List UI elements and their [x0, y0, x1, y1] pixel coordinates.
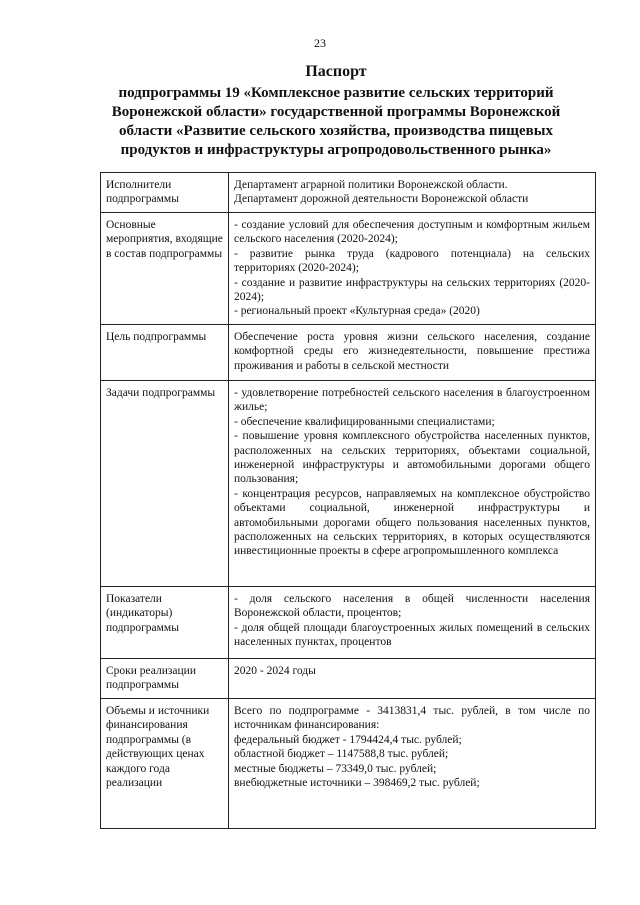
value-line: - развитие рынка труда (кадрового потенциала) на сельских территориях (2020-2024); [234, 247, 590, 275]
value-line: федеральный бюджет - 1794424,4 тыс. рублей; [234, 733, 462, 746]
row-timeline [101, 659, 596, 699]
passport-table [100, 172, 596, 829]
value-line: - региональный проект «Культурная среда» (2020) [234, 305, 480, 318]
row-label: Исполнители подпрограммы [101, 173, 229, 213]
value-line: Всего по подпрограмме - 3413831,4 тыс. рублей, в том числе по источникам финансирования: [234, 705, 590, 732]
title-line: продуктов и инфраструктуры агропродовольственного рынка» [120, 142, 552, 158]
row-value [229, 659, 596, 699]
value-line: Департамент аграрной политики Воронежской области. [234, 179, 508, 191]
value-line: 2020 - 2024 годы [234, 665, 316, 677]
value-line: - обеспечение квалифицированными специалистами; [234, 415, 495, 428]
title-line: подпрограммы 19 «Комплексное развитие сельских территорий [118, 85, 554, 101]
title-line: области «Развитие сельского хозяйства, производства пищевых [119, 123, 553, 139]
value-line: - доля общей площади благоустроенных жилых помещений в сельских населенных пунктах, процентов [234, 621, 590, 649]
row-indicators [101, 587, 596, 659]
row-value [229, 173, 596, 213]
row-executors [101, 173, 596, 213]
page-number: 23 [314, 36, 326, 50]
row-value [229, 325, 596, 381]
row-main-activities [101, 213, 596, 325]
value-line: областной бюджет – 1147588,8 тыс. рублей; [234, 748, 449, 761]
value-line: - повышение уровня комплексного обустройства населенных пунктов, расположенных на сельских территориях, объектами социальной, инженерной инфраструктуры и автомобильными дорогами общего пользования; [234, 430, 590, 486]
value-line: - создание условий для обеспечения доступным и комфортным жильем сельского населения (2020-2024); [234, 219, 590, 246]
row-value [229, 381, 596, 587]
row-label: Объемы и источники финансирования подпрограммы (в действующих ценах каждого года реализации [101, 699, 229, 829]
row-value [229, 699, 596, 829]
row-label: Цель подпрограммы [101, 325, 229, 381]
value-line: Обеспечение роста уровня жизни сельского населения, создание комфортной среды его жизнедеятельности, повышение престижа проживания и работы в сельской местности [234, 331, 590, 372]
row-financing [101, 699, 596, 829]
value-line: местные бюджеты – 73349,0 тыс. рублей; [234, 762, 437, 775]
value-line: - доля сельского населения в общей численности населения Воронежской области, процентов; [234, 593, 590, 620]
row-tasks [101, 381, 596, 587]
title-line: Воронежской области» государственной программы Воронежской [111, 104, 561, 120]
title-heading: Паспорт [305, 63, 367, 80]
value-line: - создание и развитие инфраструктуры на сельских территориях (2020-2024); [234, 276, 590, 304]
row-label: Основные мероприятия, входящие в состав подпрограммы [101, 213, 229, 325]
row-label: Сроки реализации подпрограммы [101, 659, 229, 699]
row-label: Задачи подпрограммы [101, 381, 229, 587]
document-title [80, 62, 592, 160]
row-value [229, 213, 596, 325]
value-line: - удовлетворение потребностей сельского населения в благоустроенном жилье; [234, 387, 590, 414]
row-label: Показатели (индикаторы) подпрограммы [101, 587, 229, 659]
value-line: - концентрация ресурсов, направляемых на комплексное обустройство объектами социальной, инженерной инфраструктуры и автомобильными дорогами общего пользования населенных пунктов, расположенных на сельских территориях, в которых осуществляются инвестиционные проекты в сфере агропромышленного комплекса [234, 487, 590, 558]
row-goal [101, 325, 596, 381]
row-value [229, 587, 596, 659]
value-line: внебюджетные источники – 398469,2 тыс. рублей; [234, 777, 480, 790]
value-line: Департамент дорожной деятельности Воронежской области [234, 193, 529, 206]
